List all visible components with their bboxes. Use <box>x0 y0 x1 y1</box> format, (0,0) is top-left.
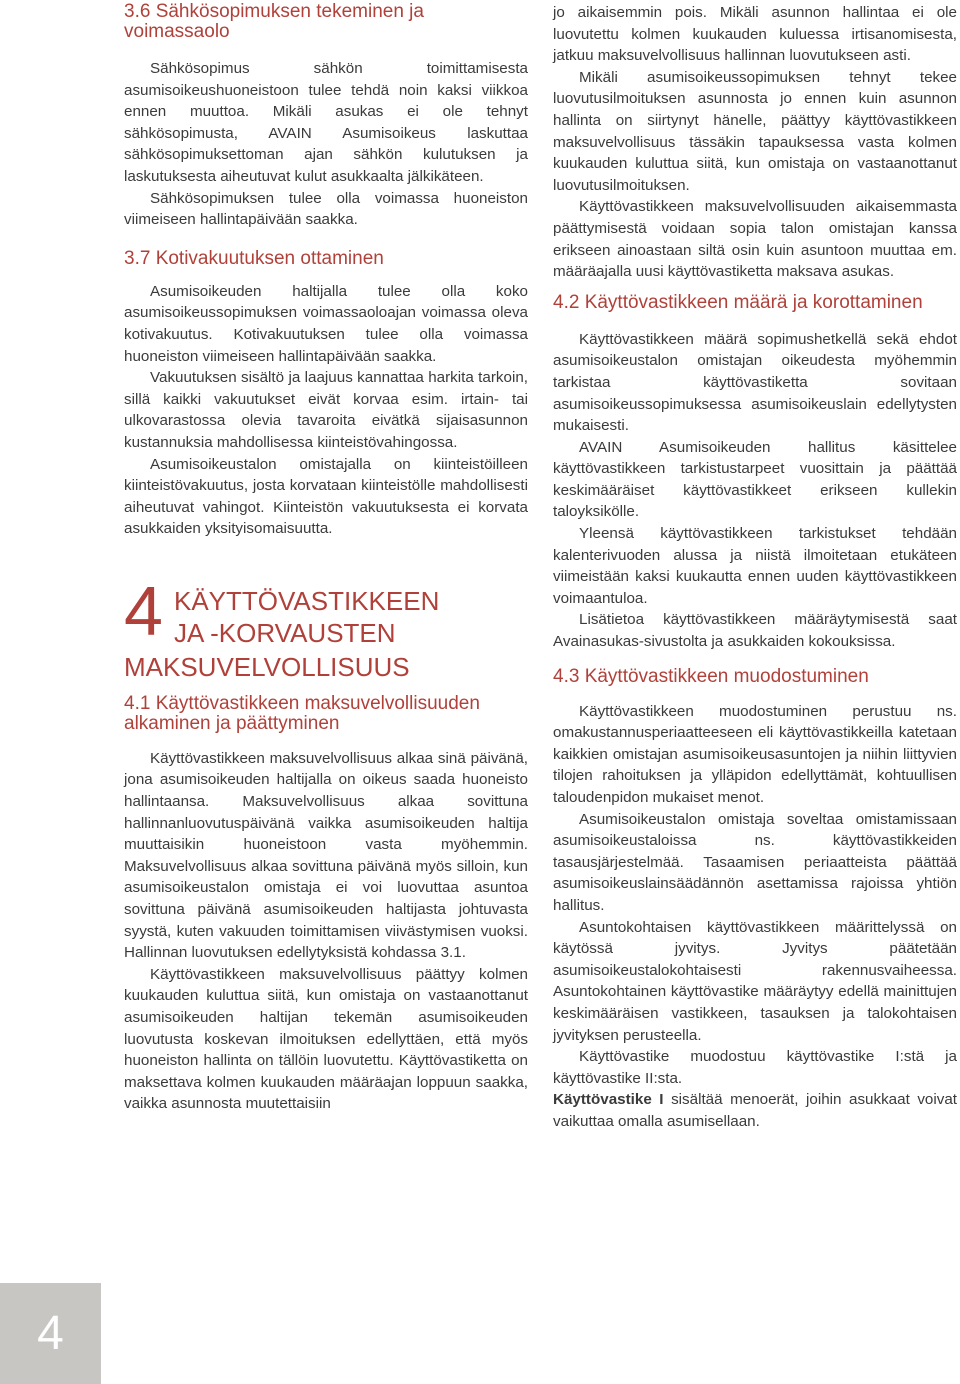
chapter-title-line-2: JA -KORVAUSTEN <box>174 617 396 648</box>
section-4-2-paragraph-4: Lisätietoa käyttövastikkeen määräytymisestä saat Avainasukas-sivustolta ja asukkaiden kokouksissa. <box>553 611 957 651</box>
section-4-2-paragraph-1: Käyttövastikkeen määrä sopimushetkellä sekä ehdot asumisoikeustalon omistajan oikeudesta myöhemmin tarkistaa käyttövastiketta sovitaan asumisoikeussopimuksessa asumisoikeuslain edellytysten mukaisesti. <box>553 330 957 435</box>
section-4-3-paragraph-1: Käyttövastikkeen muodostuminen perustuu ns. omakustannusperiaatteeseen eli käyttövastikkeilla katetaan kaikkien omistajan asumisoikeusasuntojen ja niihin liittyvien tilojen rahoituksen ja ylläpidon edellyttämät, kohtuullisen taloudenpidon mukaiset menot. <box>553 702 957 806</box>
section-4-1-paragraph-1: Käyttövastikkeen maksuvelvollisuus alkaa sinä päivänä, jona asumisoikeuden haltijalla on oikeus saada huoneisto hallintaansa. Maksuvelvollisuus alkaa sovittuna hallinnanluovutuspäivänä vaikka asumisoikeuden haltija muuttaisikin huoneistoon vasta myöhemmin. Maksuvelvollisuus alkaa sovittuna päivänä myös silloin, kun asumisoikeustalon omistaja ei voi luovuttaa asuntoa sovittuna päivänä asumisoikeuden haltijasta johtuvasta syystä, kuten vakuuden toimittamisen viivästymisen vuoksi. Hallinnan luovutuksen edellytyksistä kohdassa 3.1. <box>124 749 528 962</box>
chapter-number: 4 <box>124 571 163 650</box>
section-4-2-paragraph-2: AVAIN Asumisoikeuden hallitus käsittelee käyttövastikkeen tarkistustarpeet vuosittain ja päättää keskimääräiset käyttövastikkeet erikseen kullekin taloyksikölle. <box>553 438 957 521</box>
section-3-6-title: 3.6 Sähkösopimuksen tekeminen ja voimassaolo <box>124 1 424 42</box>
section-3-6-paragraph-1: Sähkösopimus sähkön toimittamisesta asumisoikeushuoneistoon tulee tehdä noin kaksi viikkoa ennen muuttoa. Mikäli asukas ei ole tehnyt sähkösopimusta, AVAIN Asumisoikeus laskuttaa sähkösopimuksettoman ajan sähkön kulutuksen ja laskutuksesta aiheutuvat kulut asukkaalta jälkikäteen. <box>124 60 528 185</box>
continuation-paragraph-3: Käyttövastikkeen maksuvelvollisuuden aikaisemmasta päättymisestä voidaan sopia talon omistajan kanssa erikseen ainoastaan siltä osin kuin asuntoon muuttaa em. määräajalla uusi käyttövastiketta maksava asukas. <box>553 198 957 281</box>
section-4-3-paragraph-5 <box>553 1089 957 1132</box>
page-number: 4 <box>37 1307 64 1360</box>
section-4-3-title: 4.3 Käyttövastikkeen muodostuminen <box>553 665 869 687</box>
section-3-7-title: 3.7 Kotivakuutuksen ottaminen <box>124 247 384 269</box>
kayttovastike-1-term: Käyttövastike I <box>553 1091 664 1109</box>
left-column <box>124 2 528 1115</box>
page-number-box <box>0 1283 101 1384</box>
kayttovastike-1-description: sisältää menoerät, joihin asukkaat voivat vaikuttaa omalla asumisellaan. <box>553 1091 958 1130</box>
right-column <box>553 2 957 1133</box>
chapter-title-line-3: MAKSUVELVOLLISUUS <box>124 651 410 682</box>
section-4-1-paragraph-2: Käyttövastikkeen maksuvelvollisuus päättyy kolmen kuukauden kuluttua siitä, kun omistaja on vastaanottanut asumisoikeuden haltijan tekemän asumisoikeuden luovutusta koskevan ilmoituksen edellyttäen, että myös huoneiston hallinta on tällöin luovutettu. Käyttövastiketta on maksettava kolmen kuukauden määräajan loppuun saakka, vaikka asunnosta muutettaisiin <box>124 965 528 1113</box>
section-3-7-paragraph-3: Asumisoikeustalon omistajalla on kiinteistöilleen kiinteistövakuutus, josta korvataan kiinteistölle mahdollisesti aiheutuvat vahingot. Kiinteistön vakuutuksesta ei korvata asukkaiden yksityisomaisuutta. <box>124 455 528 538</box>
section-4-2-paragraph-3: Yleensä käyttövastikkeen tarkistukset tehdään kalenterivuoden alussa ja niistä ilmoitetaan etukäteen viimeistään kaksi kuukautta ennen uuden käyttövastikkeen voimaantuloa. <box>553 525 957 607</box>
section-3-6-paragraph-2: Sähkösopimuksen tulee olla voimassa huoneiston viimeiseen hallintapäivään saakka. <box>124 189 528 229</box>
chapter-title-line-1: KÄYTTÖVASTIKKEEN <box>174 585 440 616</box>
section-4-2-title: 4.2 Käyttövastikkeen määrä ja korottaminen <box>553 291 923 313</box>
continuation-paragraph-2: Mikäli asumisoikeussopimuksen tehnyt tekee luovutusilmoituksen asunnosta jo ennen kuin asunnon hallinta on siirtynyt hänelle, päättyy käyttövastikkeen maksuvelvollisuus tässäkin tapauksessa vasta kolmen kuukauden kuluttua siitä, kun omistaja on vastaanottanut luovutusilmoituksen. <box>553 68 957 194</box>
section-3-7-paragraph-2: Vakuutuksen sisältö ja laajuus kannattaa harkita tarkoin, sillä kaikki vakuutukset eivät korvaa esim. irtain- tai ulkovarastossa olevia tavaroita eivätkä sijaisasunnon kustannuksia mahdollisessa kiinteistövahingossa. <box>124 369 528 451</box>
continuation-paragraph-1: jo aikaisemmin pois. Mikäli asunnon hallintaa ei ole luovutettu kolmen kuukauden kuluessa irtisanomisesta, jatkuu maksuvelvollisuus hallinnan luovutukseen asti. <box>553 4 957 65</box>
section-3-7-paragraph-1: Asumisoikeuden haltijalla tulee olla koko asumisoikeussopimuksen voimassaoloajan voimassa oleva kotivakuutus. Kotivakuutuksen tulee olla voimassa huoneiston viimeiseen hallintapäivään saakka. <box>124 282 528 365</box>
section-4-3-paragraph-2: Asumisoikeustalon omistaja soveltaa omistamissaan asumisoikeustaloissa ns. käyttövastikkeiden tasausjärjestelmää. Tasaamisen periaatteista päättää asumisoikeuslainsäädännön asettamissa rajoissa yhtiön hallitus. <box>553 810 957 914</box>
chapter-4-heading <box>124 571 528 684</box>
section-4-3-paragraph-4: Käyttövastike muodostuu käyttövastike I:stä ja käyttövastike II:sta. <box>553 1048 957 1087</box>
section-4-3-paragraph-3: Asuntokohtaisen käyttövastikkeen määrittelyssä on käytössä jyvitys. Jyvitys päätetään asumisoikeustalokohtaisesti rakennusvaiheessa. Asuntokohtainen käyttövastike määräytyy edellä mainittujen keskimääräisen vastikkeen, tasauksen ja talokohtaisen jyvityksen perusteella. <box>553 918 957 1044</box>
section-4-1-title: 4.1 Käyttövastikkeen maksuvelvollisuuden alkaminen ja päättyminen <box>124 692 480 734</box>
